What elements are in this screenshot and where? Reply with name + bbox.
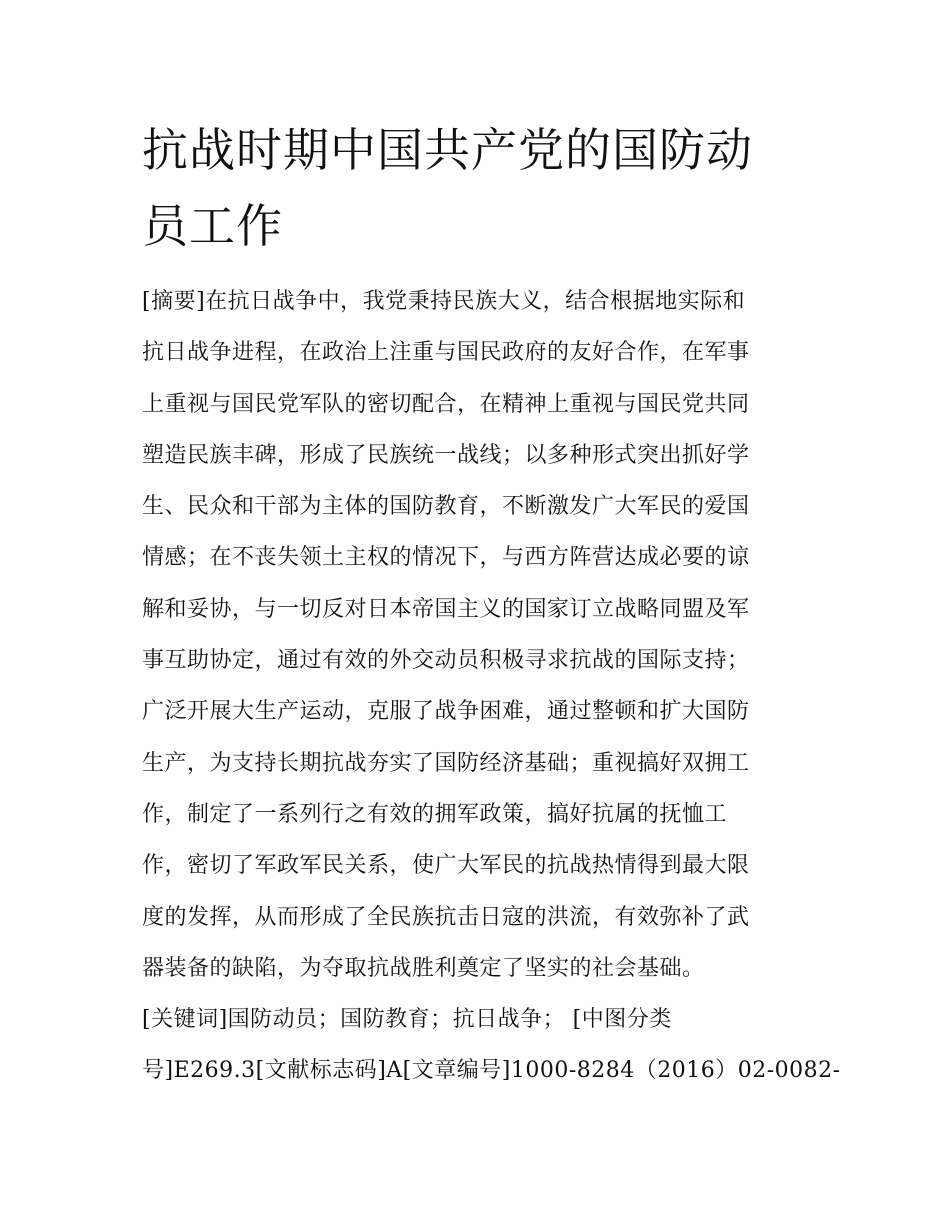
abstract-line: 抗日战争进程，在政治上注重与国民政府的友好合作，在军事 bbox=[142, 340, 750, 366]
abstract-line: 上重视与国民党军队的密切配合，在精神上重视与国民党共同 bbox=[142, 391, 750, 417]
abstract-paragraph bbox=[142, 276, 814, 994]
abstract-line: 生、民众和干部为主体的国防教育，不断激发广大军民的爱国 bbox=[142, 494, 750, 520]
abstract-line: 事互助协定，通过有效的外交动员积极寻求抗战的国际支持； bbox=[142, 648, 750, 674]
title-line: 抗战时期中国共产党的国防动 bbox=[142, 123, 753, 177]
classification-line: 号]E269.3[文献标志码]A[文章编号]1000-8284（2016）02-0082- bbox=[142, 1058, 841, 1084]
abstract-line: 生产，为支持长期抗战夯实了国防经济基础；重视搞好双拥工 bbox=[142, 750, 750, 776]
document-title bbox=[142, 112, 814, 264]
abstract-line: 作，制定了一系列行之有效的拥军政策，搞好抗属的抚恤工 bbox=[142, 801, 728, 827]
abstract-line: 解和妥协，与一切反对日本帝国主义的国家订立战略同盟及军 bbox=[142, 596, 750, 622]
document-page bbox=[142, 112, 841, 1097]
abstract-line: 度的发挥，从而形成了全民族抗击日寇的洪流，有效弥补了武 bbox=[142, 904, 750, 930]
abstract-line: 器装备的缺陷，为夺取抗战胜利奠定了坚实的社会基础。 bbox=[142, 955, 705, 981]
keywords-line: [关键词]国防动员；国防教育；抗日战争； [中图分类 bbox=[142, 1007, 672, 1033]
abstract-line: 广泛开展大生产运动，克服了战争困难，通过整顿和扩大国防 bbox=[142, 699, 750, 725]
abstract-line: 塑造民族丰碑，形成了民族统一战线；以多种形式突出抓好学 bbox=[142, 442, 750, 468]
title-line: 员工作 bbox=[142, 199, 283, 253]
keywords-paragraph bbox=[142, 994, 841, 1097]
abstract-line: 情感；在不丧失领土主权的情况下，与西方阵营达成必要的谅 bbox=[142, 545, 750, 571]
abstract-line: [摘要]在抗日战争中，我党秉持民族大义，结合根据地实际和 bbox=[142, 289, 746, 314]
abstract-line: 作，密切了军政军民关系，使广大军民的抗战热情得到最大限 bbox=[142, 853, 750, 879]
